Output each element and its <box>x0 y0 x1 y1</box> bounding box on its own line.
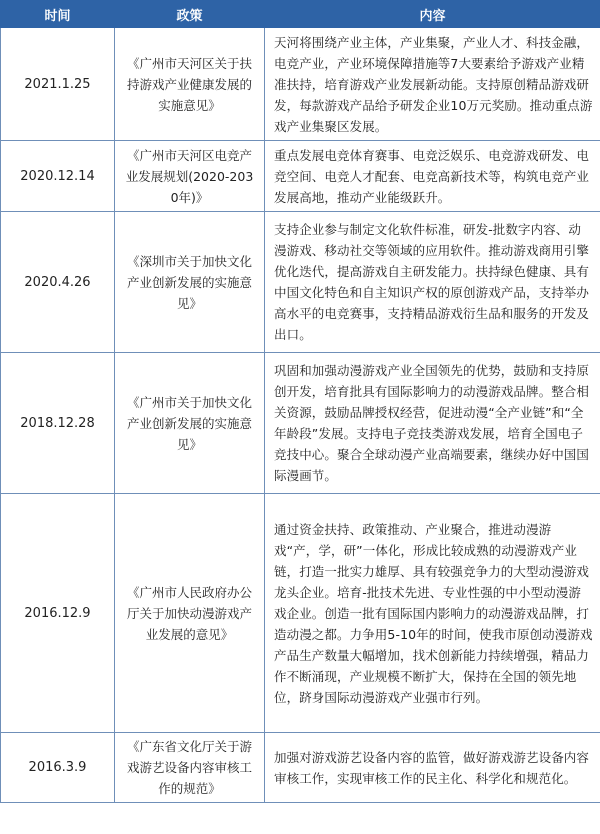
header-date: 时间 <box>1 1 115 28</box>
header-content: 内容 <box>265 1 600 28</box>
table-row <box>1 733 600 803</box>
table-row <box>1 494 600 733</box>
row-content: 加强对游戏游艺设备内容的监管，做好游戏游艺设备内容审核工作，实现审核工作的民主化、科学化和规范化。 <box>265 733 600 803</box>
row-date: 2016.12.9 <box>1 494 115 733</box>
header-policy: 政策 <box>115 1 265 28</box>
table-row <box>1 28 600 141</box>
table-header-row <box>1 1 600 28</box>
row-content: 巩固和加强动漫游戏产业全国领先的优势，鼓励和支持原创开发，培育批具有国际影响力的动漫游戏品牌。整合相关资源，鼓励品牌授权经营，促进动漫“全产业链”和“全年龄段”发展。支持电子竞技类游戏发展，培育全国电子竞技中心。聚合全球动漫产业高端要素，继续办好中国国际漫画节。 <box>265 353 600 494</box>
row-policy: 《广州市人民政府办公厅关于加快动漫游戏产业发展的意见》 <box>115 494 265 733</box>
row-date: 2020.12.14 <box>1 141 115 212</box>
row-content: 通过资金扶持、政策推动、产业聚合，推进动漫游戏“产，学，研”一体化，形成比较成熟的动漫游戏产业链，打造一批实力雄厚、具有较强竞争力的大型动漫游戏龙头企业。培育-批技术先进、专业性强的中小型动漫游戏企业。创造一批有国际国内影响力的动漫游戏品牌，打造动漫之都。力争用5-10年的时间，使我市原创动漫游戏产品生产数量大幅增加，找术创新能力持续增强，精品力作不断涌现，产业规模不断扩大，保持在全国的领先地位，跻身国际动漫游戏产业强市行列。 <box>265 494 600 733</box>
row-content: 天河将围绕产业主体，产业集聚，产业人才、科技金融，电竞产业，产业环境保障措施等7大要素给予游戏产业精准扶持，培育游戏产业发展新动能。支持原创精品游戏研发，每款游戏产品给予研发企业10万元奖励。推动重点游戏产业集聚区发展。 <box>265 28 600 141</box>
row-policy: 《广州市天河区电竞产业发展规划(2020-2030年)》 <box>115 141 265 212</box>
table-row <box>1 212 600 353</box>
row-date: 2020.4.26 <box>1 212 115 353</box>
row-date: 2018.12.28 <box>1 353 115 494</box>
row-policy: 《广州市关于加快文化产业创新发展的实施意见》 <box>115 353 265 494</box>
row-policy: 《深圳市关于加快文化产业创新发展的实施意见》 <box>115 212 265 353</box>
row-content: 重点发展电竞体育赛事、电竞泛娱乐、电竞游戏研发、电竞空间、电竞人才配套、电竞高新技术等，构筑电竞产业发展高地，推动产业能级跃升。 <box>265 141 600 212</box>
row-content: 支持企业参与制定文化软件标准，研发-批数字内容、动漫游戏、移动社交等领域的应用软件。推动游戏商用引擎优化迭代，提高游戏自主研发能力。扶持绿色健康、具有中国文化特色和自主知识产权的原创游戏产品，支持举办高水平的电竞赛事，支持精品游戏衍生品和服务的开发及出口。 <box>265 212 600 353</box>
row-policy: 《广东省文化厅关于游戏游艺设备内容审核工作的规范》 <box>115 733 265 803</box>
table-row <box>1 353 600 494</box>
row-date: 2016.3.9 <box>1 733 115 803</box>
row-policy: 《广州市天河区关于扶持游戏产业健康发展的实施意见》 <box>115 28 265 141</box>
table-row <box>1 141 600 212</box>
row-date: 2021.1.25 <box>1 28 115 141</box>
